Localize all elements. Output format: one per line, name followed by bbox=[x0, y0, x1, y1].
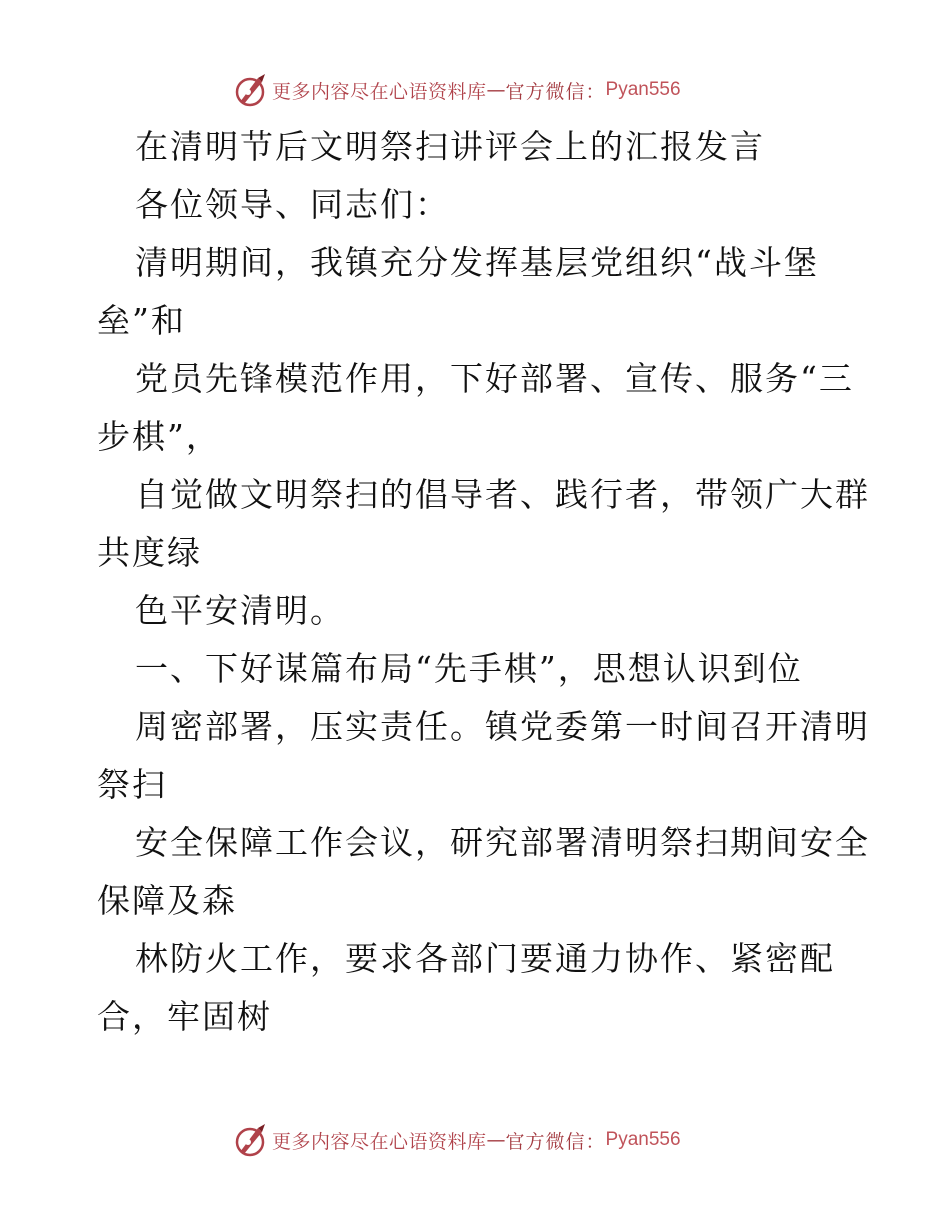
text-line: 清明期间，我镇充分发挥基层党组织“战斗堡 bbox=[135, 243, 819, 282]
text-line: 共度绿 bbox=[97, 533, 202, 572]
quill-pen-logo-icon bbox=[232, 1122, 268, 1158]
header-banner bbox=[232, 70, 712, 110]
text-line: 色平安清明。 bbox=[135, 591, 345, 630]
text-line: 保障及森 bbox=[97, 881, 237, 920]
text-line: 合，牢固树 bbox=[97, 997, 272, 1036]
text-line: 步棋”， bbox=[97, 417, 221, 456]
text-line: 自觉做文明祭扫的倡导者、践行者，带领广大群 bbox=[135, 475, 870, 514]
banner-wechat-label: 官方微信： bbox=[505, 80, 606, 103]
text-line: 一、下好谋篇布局“先手棋”，思想认识到位 bbox=[135, 649, 803, 688]
text-line: 党员先锋模范作用，下好部署、宣传、服务“三 bbox=[135, 359, 854, 398]
banner-wechat-id: Pyan556 bbox=[605, 79, 681, 100]
text-line: 周密部署，压实责任。镇党委第一时间召开清明 bbox=[135, 707, 870, 746]
banner-wechat-id: Pyan556 bbox=[605, 1129, 681, 1150]
banner-wechat-label: 官方微信： bbox=[505, 1130, 606, 1153]
text-line: 安全保障工作会议，研究部署清明祭扫期间安全 bbox=[135, 823, 870, 862]
banner-dash: — bbox=[486, 79, 506, 101]
text-line: 在清明节后文明祭扫讲评会上的汇报发言 bbox=[135, 127, 765, 166]
document-body bbox=[97, 118, 870, 1046]
text-line: 祭扫 bbox=[97, 765, 167, 804]
footer-banner bbox=[232, 1120, 712, 1160]
banner-dash: — bbox=[486, 1129, 506, 1151]
quill-pen-logo-icon bbox=[232, 72, 268, 108]
text-line: 垒”和 bbox=[97, 301, 186, 340]
text-line: 林防火工作，要求各部门要通力协作、紧密配 bbox=[135, 939, 835, 978]
banner-text: 更多内容尽在心语资料库 bbox=[272, 1130, 487, 1153]
banner-text: 更多内容尽在心语资料库 bbox=[272, 80, 487, 103]
text-line: 各位领导、同志们： bbox=[135, 185, 450, 224]
